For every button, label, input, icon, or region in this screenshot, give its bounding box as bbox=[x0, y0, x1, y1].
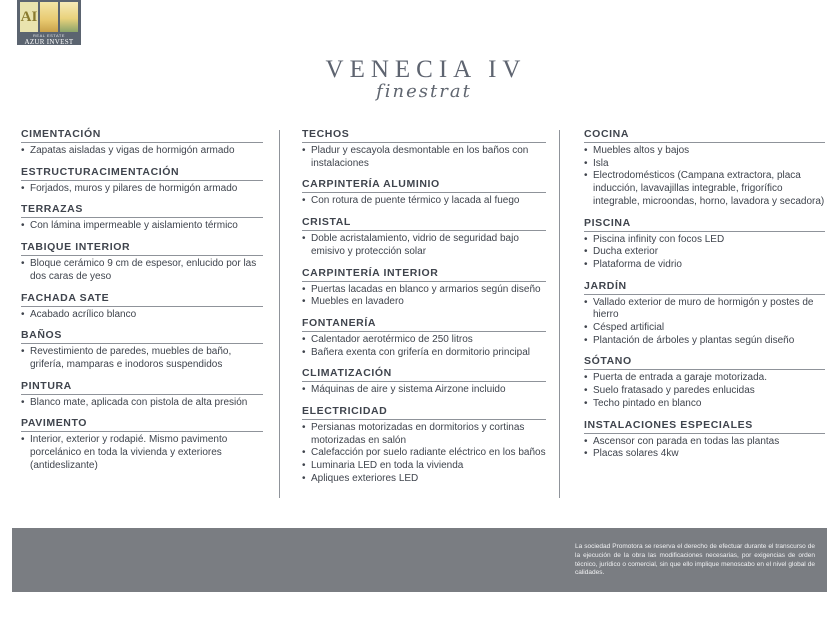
spec-item: • Piscina infinity con focos LED bbox=[584, 234, 825, 247]
section-heading: CARPINTERÍA ALUMINIO bbox=[302, 178, 546, 193]
section-heading: FONTANERÍA bbox=[302, 317, 546, 332]
spec-section bbox=[584, 217, 825, 272]
spec-item: • Isla bbox=[584, 158, 825, 171]
spec-section bbox=[21, 128, 263, 158]
spec-item: • Muebles en lavadero bbox=[302, 296, 546, 309]
logo-building-image bbox=[40, 2, 58, 32]
spec-item: • Calentador aerotérmico de 250 litros bbox=[302, 334, 546, 347]
section-heading: INSTALACIONES ESPECIALES bbox=[584, 419, 825, 434]
logo-name: AZUR INVEST bbox=[24, 38, 74, 46]
spec-item: • Con lámina impermeable y aislamiento térmico bbox=[21, 220, 263, 233]
footer-band bbox=[12, 528, 827, 592]
spec-section bbox=[21, 380, 263, 410]
spec-item: • Apliques exteriores LED bbox=[302, 473, 546, 486]
specs-column-1 bbox=[21, 128, 263, 480]
section-heading: COCINA bbox=[584, 128, 825, 143]
section-heading: TABIQUE INTERIOR bbox=[21, 241, 263, 256]
spec-section bbox=[584, 280, 825, 348]
spec-item: • Ducha exterior bbox=[584, 246, 825, 259]
spec-section bbox=[584, 128, 825, 209]
spec-item: • Revestimiento de paredes, muebles de baño, grifería, mamparas e inodoros suspendidos bbox=[21, 346, 263, 371]
spec-section bbox=[302, 178, 546, 208]
spec-item: • Calefacción por suelo radiante eléctrico en los baños bbox=[302, 447, 546, 460]
section-heading: PISCINA bbox=[584, 217, 825, 232]
azur-invest-logo bbox=[17, 0, 81, 45]
section-heading: CIMENTACIÓN bbox=[21, 128, 263, 143]
spec-section bbox=[21, 203, 263, 233]
spec-section bbox=[584, 419, 825, 461]
spec-item: • Blanco mate, aplicada con pistola de alta presión bbox=[21, 397, 263, 410]
spec-item: • Techo pintado en blanco bbox=[584, 398, 825, 411]
spec-item: • Luminaria LED en toda la vivienda bbox=[302, 460, 546, 473]
specs-column-2 bbox=[302, 128, 546, 494]
section-heading: ELECTRICIDAD bbox=[302, 405, 546, 420]
spec-item: • Pladur y escayola desmontable en los baños con instalaciones bbox=[302, 145, 546, 170]
logo-tagline: REAL ESTATE bbox=[33, 33, 65, 38]
spec-item: • Muebles altos y bajos bbox=[584, 145, 825, 158]
page-subtitle: finestrat bbox=[376, 81, 472, 102]
spec-item: • Suelo fratasado y paredes enlucidas bbox=[584, 385, 825, 398]
spec-item: • Persianas motorizadas en dormitorios y cortinas motorizadas en salón bbox=[302, 422, 546, 447]
spec-item: • Vallado exterior de muro de hormigón y postes de hierro bbox=[584, 297, 825, 322]
spec-item: • Plataforma de vidrio bbox=[584, 259, 825, 272]
spec-item: • Bloque cerámico 9 cm de espesor, enlucido por las dos caras de yeso bbox=[21, 258, 263, 283]
spec-item: • Doble acristalamiento, vidrio de seguridad bajo emisivo y protección solar bbox=[302, 233, 546, 258]
spec-item: • Puerta de entrada a garaje motorizada. bbox=[584, 372, 825, 385]
specs-column-3 bbox=[584, 128, 825, 469]
spec-section bbox=[584, 355, 825, 410]
spec-section bbox=[302, 128, 546, 170]
spec-item: • Interior, exterior y rodapié. Mismo pavimento porcelánico en toda la vivienda y exteriores (antideslizante) bbox=[21, 434, 263, 472]
column-divider-1 bbox=[279, 130, 280, 498]
spec-item: • Césped artificial bbox=[584, 322, 825, 335]
section-heading: JARDÍN bbox=[584, 280, 825, 295]
section-heading: TERRAZAS bbox=[21, 203, 263, 218]
spec-item: • Zapatas aisladas y vigas de hormigón armado bbox=[21, 145, 263, 158]
spec-item: • Placas solares 4kw bbox=[584, 448, 825, 461]
spec-item: • Electrodomésticos (Campana extractora, placa inducción, lavavajillas integrable, frigorífico integrable, microondas, horno, lavadora y secadora) bbox=[584, 170, 825, 208]
section-heading: TECHOS bbox=[302, 128, 546, 143]
spec-section bbox=[21, 417, 263, 472]
spec-item: • Acabado acrílico blanco bbox=[21, 309, 263, 322]
section-heading: CRISTAL bbox=[302, 216, 546, 231]
section-heading: PAVIMENTO bbox=[21, 417, 263, 432]
section-heading: CARPINTERÍA INTERIOR bbox=[302, 267, 546, 282]
logo-initials: AI bbox=[20, 2, 38, 32]
spec-section bbox=[21, 241, 263, 283]
logo-palm-image bbox=[60, 2, 78, 32]
spec-section bbox=[302, 216, 546, 258]
spec-item: • Puertas lacadas en blanco y armarios según diseño bbox=[302, 284, 546, 297]
spec-item: • Ascensor con parada en todas las plantas bbox=[584, 436, 825, 449]
spec-item: • Forjados, muros y pilares de hormigón armado bbox=[21, 183, 263, 196]
section-heading: FACHADA SATE bbox=[21, 292, 263, 307]
spec-section bbox=[302, 405, 546, 486]
spec-section bbox=[21, 166, 263, 196]
page-title: VENECIA IV bbox=[325, 56, 527, 83]
spec-item: • Plantación de árboles y plantas según diseño bbox=[584, 335, 825, 348]
section-heading: CLIMATIZACIÓN bbox=[302, 367, 546, 382]
spec-item: • Bañera exenta con grifería en dormitorio principal bbox=[302, 347, 546, 360]
footer-disclaimer: La sociedad Promotora se reserva el derecho de efectuar durante el transcurso de la ejecución de la obra las modificaciones necesarias, por exigencias de orden técnico, jurídico o comercial, sin que ello implique menoscabo en el nivel global de calidades. bbox=[575, 543, 815, 577]
spec-section bbox=[21, 292, 263, 322]
spec-section bbox=[302, 267, 546, 309]
section-heading: PINTURA bbox=[21, 380, 263, 395]
spec-section bbox=[302, 367, 546, 397]
section-heading: ESTRUCTURACIMENTACIÓN bbox=[21, 166, 263, 181]
spec-section bbox=[302, 317, 546, 359]
section-heading: BAÑOS bbox=[21, 329, 263, 344]
spec-item: • Con rotura de puente térmico y lacada al fuego bbox=[302, 195, 546, 208]
column-divider-2 bbox=[559, 130, 560, 498]
section-heading: SÓTANO bbox=[584, 355, 825, 370]
spec-section bbox=[21, 329, 263, 371]
spec-item: • Máquinas de aire y sistema Airzone incluido bbox=[302, 384, 546, 397]
logo-tiles bbox=[20, 2, 78, 32]
